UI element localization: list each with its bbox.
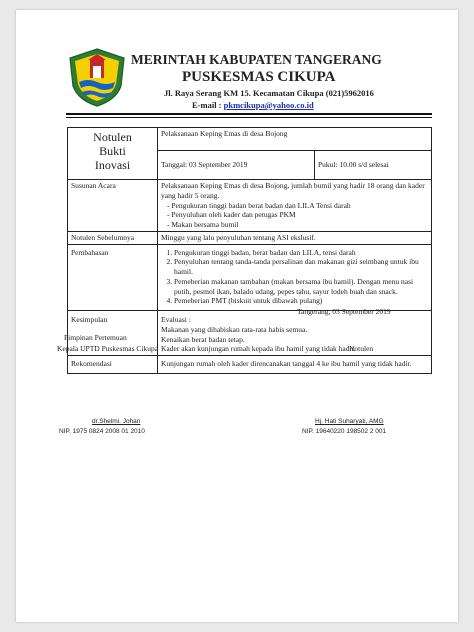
letterhead-puskesmas-name: PUSKESMAS CIKUPA	[182, 69, 336, 85]
signature-left-title-1: Pimpinan Pertemuan	[64, 333, 127, 342]
signature-left-nip: NIP. 1975 0824 2008 01 2010	[59, 428, 145, 435]
susunan-content	[158, 180, 432, 232]
activity-name: Pelaksanaan Keping Emas di desa Bojong	[158, 128, 432, 151]
header-rule-thin	[66, 117, 432, 118]
kabupaten-tangerang-emblem-icon	[66, 46, 128, 108]
notulen-text: Minggu yang lalu penyuluhan tentang ASI ekslusif.	[158, 231, 432, 244]
table-row-pembahasan	[68, 244, 432, 311]
document-title	[68, 128, 158, 180]
title-line: Bukti	[99, 143, 126, 158]
list-item: - Makan bersama bumil	[175, 220, 428, 230]
email-prefix: E-mail :	[192, 100, 224, 110]
signature-left-name: dr.Shelmi. Johan	[92, 418, 141, 425]
kesimpulan-line: Evaluasi :	[161, 315, 191, 324]
letterhead-email-line	[192, 100, 314, 110]
susunan-list	[161, 201, 428, 230]
rekomendasi-text: Kunjungan rumah oleh kader direncanakan tanggal 4 ke ibu hamil yang tidak hadir.	[158, 356, 432, 374]
pembahasan-label: Pembahasan	[68, 244, 158, 311]
document-page	[16, 10, 458, 622]
letterhead-government-line: MERINTAH KABUPATEN TANGERANG	[131, 52, 382, 67]
list-item: 4. Pemeberian PMT (biskuit untuk dibawah pulang)	[174, 296, 428, 306]
list-item: - Penyuluhan oleh kader dan petugas PKM	[175, 210, 428, 220]
letterhead-address: Jl. Raya Serang KM 15. Kecamatan Cikupa (021)5962016	[164, 88, 374, 98]
table-row-rekomendasi	[68, 356, 432, 374]
meeting-date: Tanggal: 03 September 2019	[158, 151, 315, 180]
signature-left-title-2: Kepala UPTD Puskesmas Cikupa	[57, 344, 159, 353]
signature-place-date: Tangerang, 03 September 2019	[297, 307, 391, 316]
kesimpulan-line: Makanan yang dihabiskan rata-rata habis semua.	[161, 324, 308, 334]
kesimpulan-line: Kader akan kunjungan rumah kepada ibu hamil yang tidak hadir.	[161, 344, 356, 354]
header-rule-thick	[66, 113, 432, 115]
list-item: 2. Penyuluhan tentang tanda-tanda persalinan dan makanan gizi seimbang untuk ibu hamil.	[174, 257, 428, 277]
title-line: Notulen	[93, 130, 132, 144]
signature-right-name: Hj. Hati Suharyati, AMG	[315, 418, 384, 425]
kesimpulan-content	[158, 311, 432, 356]
pembahasan-list	[161, 248, 428, 307]
kesimpulan-line: Kenaikan berat badan tetap.	[161, 334, 245, 344]
meeting-time: Pukul: 10.00 s/d selesai	[315, 151, 432, 180]
kesimpulan-label: Kesimpulan	[68, 311, 158, 356]
rekomendasi-label: Rekomendasi	[68, 356, 158, 374]
signature-right-nip: NIP. 19640220 198502 2 001	[302, 428, 387, 435]
susunan-label: Susunan Acara	[68, 180, 158, 232]
title-line: Inovasi	[94, 157, 131, 172]
susunan-text: Pelaksanaan Keping Emas di desa Bojong, jumlah bumil yang hadir 18 orang dan kader yang hadir 5 orang.	[161, 181, 425, 200]
pembahasan-content	[158, 244, 432, 311]
notulen-label: Notulen Sebelumnya	[68, 231, 158, 244]
list-item: - Pengukuran tinggi badan berat badan dan LILA Tensi darah	[175, 201, 428, 211]
table-row-title	[68, 128, 432, 151]
list-item: 1. Pengukuran tinggi badan, berat badan dan LILA, tensi darah	[174, 248, 428, 258]
table-row-susunan	[68, 180, 432, 232]
table-row-notulen-sebelumnya	[68, 231, 432, 244]
email-link[interactable]: pkmcikupa@yahoo.co.id	[223, 100, 314, 110]
list-item: 3. Pemeberian makanan tambahan (makan bersama ibu hamil). Dengan menu nasi putih, pesmol ikan, balado udang, pepes tahu, sayur lodeh buah dan snack.	[174, 277, 428, 297]
signature-right-title: Notulen	[349, 344, 374, 353]
